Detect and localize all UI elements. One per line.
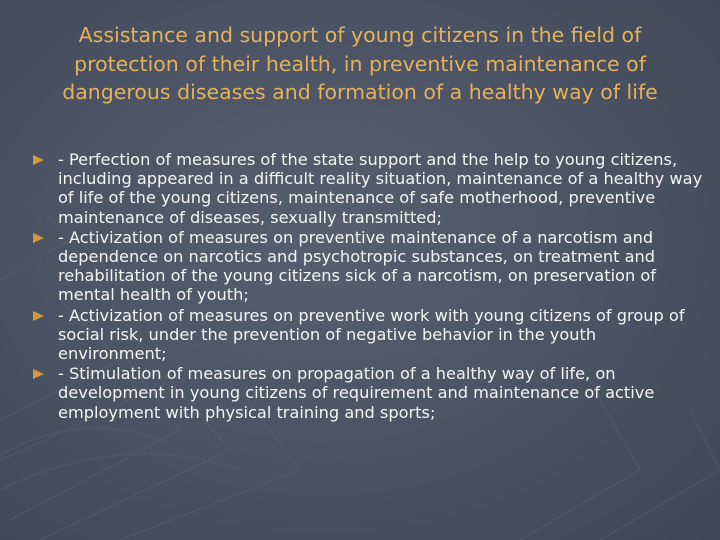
slide-title: Assistance and support of young citizens in the field of protection of their health, in preventive maintenance of dangerous diseases and formation of a healthy way of life — [62, 23, 658, 104]
bullet-text: - Activization of measures on preventive work with young citizens of group of social risk, under the prevention of negative behavior in the youth environment; — [58, 305, 685, 364]
bullet-item — [0, 306, 720, 364]
bullet-item — [0, 228, 720, 305]
bullet-text: - Perfection of measures of the state support and the help to young citizens, including appeared in a difficult reality situation, maintenance of a healthy way of life of the young citizens, maintenance of safe motherhood, preventive maintenance of diseases, sexually transmitted; — [58, 150, 703, 227]
triangle-arrow-icon — [33, 155, 44, 165]
bullet-item — [0, 150, 720, 227]
bullet-list — [0, 150, 720, 423]
triangle-arrow-icon — [33, 233, 44, 243]
triangle-arrow-icon — [33, 369, 44, 379]
bullet-item — [0, 364, 720, 422]
bullet-text: - Stimulation of measures on propagation of a healthy way of life, on development in young citizens of requirement and maintenance of active employment with physical training and sports; — [58, 364, 655, 422]
triangle-arrow-icon — [33, 311, 44, 321]
bullet-text: - Activization of measures on preventive maintenance of a narcotism and dependence on narcotics and psychotropic substances, on treatment and rehabilitation of the young citizens sick of a narcotism, on preservation of mental health of youth; — [58, 227, 656, 305]
